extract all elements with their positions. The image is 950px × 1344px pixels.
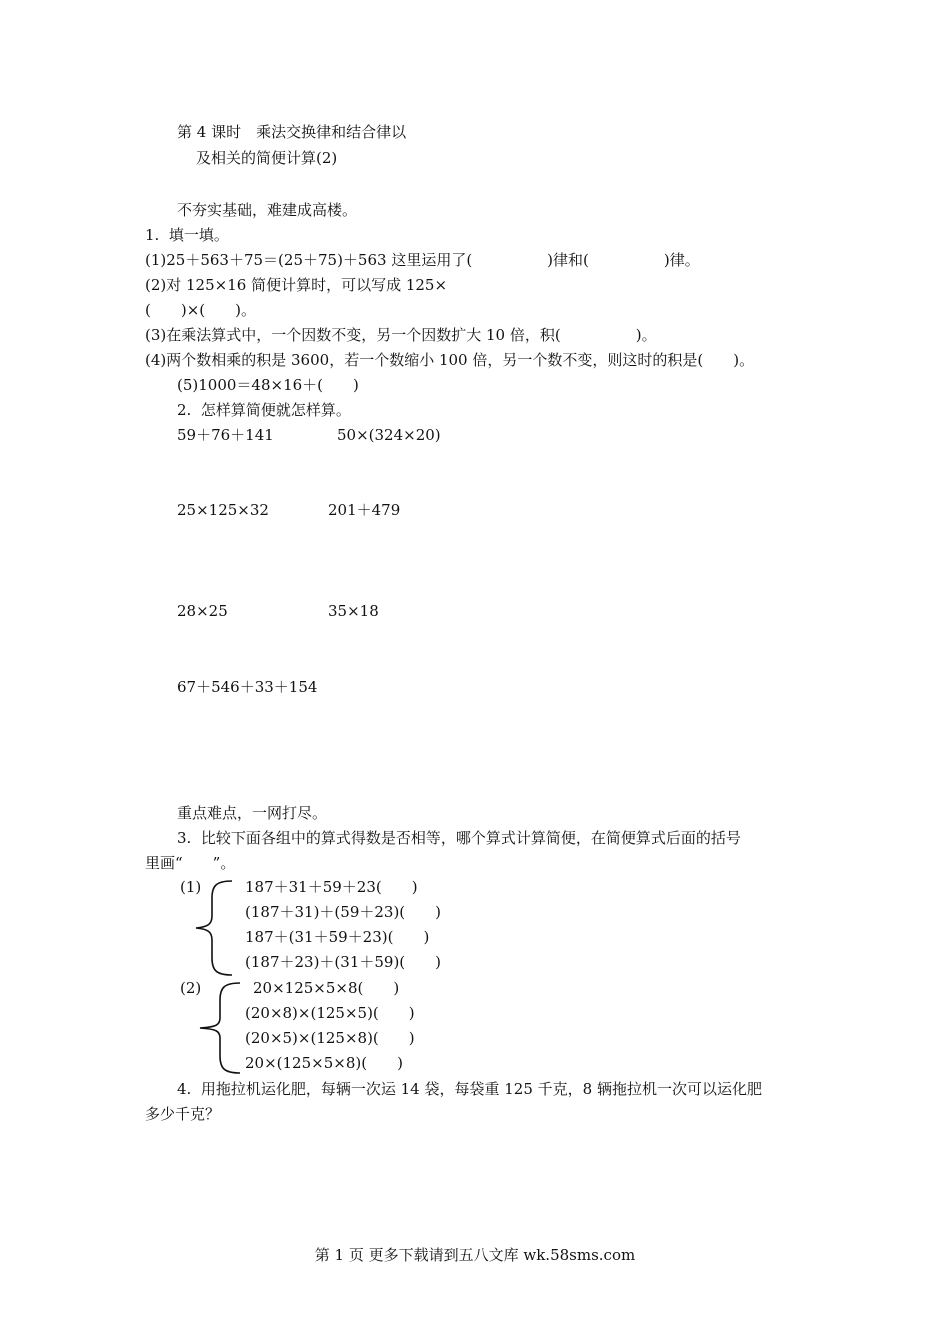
group-2-expression: 20×125×5×8( ) [253,979,400,997]
calc-problem: 50×(324×20) [337,426,441,444]
group-2-expression: (20×8)×(125×5)( ) [245,1004,415,1022]
group-2-expression: 20×(125×5×8)( ) [245,1054,403,1072]
group-2-label: (2) [180,979,202,997]
lesson-title-line-2: 及相关的简便计算(2) [196,149,338,167]
group-1-expression: (187＋31)＋(59＋23)( ) [245,903,442,921]
lesson-title-line-1: 第 4 课时 乘法交换律和结合律以 [177,123,407,141]
question-1-item-5: (5)1000＝48×16＋( ) [177,376,359,394]
question-1-item-1: (1)25＋563＋75＝(25＋75)＋563 这里运用了( )律和( )律。 [145,251,700,269]
question-1-item-2-line-1: (2)对 125×16 简便计算时，可以写成 125× [145,276,448,294]
question-1-label: 1. 填一填。 [145,226,229,244]
section-heading-basics: 不夯实基础，难建成高楼。 [177,201,358,219]
group-1-expression: (187＋23)＋(31＋59)( ) [245,953,442,971]
group-1-expression: 187＋(31＋59＋23)( ) [245,928,430,946]
question-4-line-1: 4. 用拖拉机运化肥，每辆一次运 14 袋，每袋重 125 千克，8 辆拖拉机一次可以运化肥 [177,1080,762,1098]
question-1-item-2-line-2: ( )×( )。 [145,301,256,319]
group-2-brace [194,980,246,1076]
question-3-line-1: 3. 比较下面各组中的算式得数是否相等，哪个算式计算简便，在简便算式后面的括号 [177,829,741,847]
page-footer: 第 1 页 更多下载请到五八文库 wk.58sms.com [314,1246,636,1264]
calc-problem: 35×18 [328,602,379,620]
calc-problem: 28×25 [177,602,228,620]
question-2-label: 2. 怎样算简便就怎样算。 [177,401,351,419]
question-3-line-2: 里画“ ”。 [145,854,236,872]
group-1-brace [186,878,238,978]
group-2-expression: (20×5)×(125×8)( ) [245,1029,415,1047]
question-1-item-3: (3)在乘法算式中，一个因数不变，另一个因数扩大 10 倍，积( )。 [145,326,657,344]
group-1-label: (1) [180,878,202,896]
group-1-expression: 187＋31＋59＋23( ) [245,878,418,896]
question-1-item-4: (4)两个数相乘的积是 3600，若一个数缩小 100 倍，另一个数不变，则这时的积是( )。 [145,351,755,369]
question-4-line-2: 多少千克？ [145,1105,221,1123]
section-heading-key-points: 重点难点，一网打尽。 [177,804,328,822]
calc-problem: 201＋479 [328,501,401,519]
calc-problem: 25×125×32 [177,501,269,519]
calc-problem: 67＋546＋33＋154 [177,678,318,696]
calc-problem: 59＋76＋141 [177,426,274,444]
